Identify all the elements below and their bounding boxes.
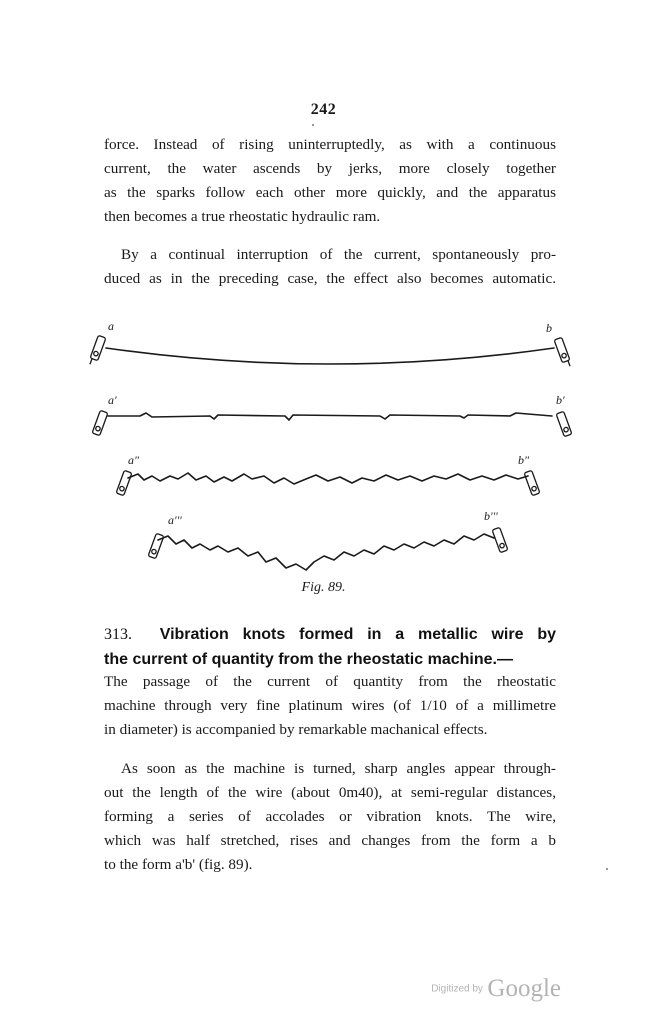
- section-number: 313.: [104, 626, 132, 643]
- text-line: The passage of the current of quantity from the rheostatic: [104, 673, 556, 690]
- label-b3: b''': [484, 509, 498, 523]
- section-title-line2: the current of quantity from the rheostatic machine.—: [104, 651, 513, 668]
- paragraph-interruption: [104, 243, 556, 291]
- page-number: 242: [310, 101, 337, 118]
- speck: [312, 124, 314, 126]
- text-line: force. Instead of rising uninterruptedly, as with a continuous: [104, 136, 556, 153]
- paragraph-hydraulic-ram: [104, 133, 556, 229]
- text-line: machine through very fine platinum wires (of 1/10 of a millimetre: [104, 697, 556, 714]
- label-b: b: [546, 321, 552, 335]
- text-line: forming a series of accolades or vibration knots. The wire,: [104, 808, 556, 825]
- figure-89-wires: [80, 318, 580, 578]
- digitized-by-label: Digitized by: [431, 983, 483, 995]
- speck: [606, 868, 608, 870]
- text-line: duced as in the preceding case, the effect also becomes automatic.: [104, 270, 556, 287]
- clamp-a1: [92, 410, 108, 435]
- label-a1: a': [108, 393, 117, 407]
- text-line: to the form a'b' (fig. 89).: [104, 856, 253, 873]
- wire-a3b3: [158, 534, 494, 570]
- clamp-b3: [492, 527, 508, 552]
- text-line: then becomes a true rheostatic hydraulic ram.: [104, 208, 381, 225]
- text-line: out the length of the wire (about 0m40), at semi-regular distances,: [104, 784, 556, 801]
- label-b1: b': [556, 393, 565, 407]
- label-a: a: [108, 319, 114, 333]
- wire-a2b2: [128, 473, 528, 484]
- paragraph-platinum-wires: [104, 670, 556, 742]
- text-line: in diameter) is accompanied by remarkable machanical effects.: [104, 721, 488, 738]
- clamp-a: [88, 335, 106, 366]
- digitized-by-google-watermark: [431, 975, 561, 1003]
- clamp-b2: [524, 470, 540, 495]
- paragraph-vibration-knots: [104, 757, 556, 877]
- clamp-a3: [148, 533, 164, 558]
- google-logo: Google: [487, 975, 561, 1002]
- text-line: By a continual interruption of the current, spontaneously pro-: [121, 246, 556, 263]
- text-line: as the sparks follow each other more quickly, and the apparatus: [104, 184, 556, 201]
- figure-caption: Fig. 89.: [301, 580, 346, 595]
- text-line: which was half stretched, rises and changes from the form a b: [104, 832, 556, 849]
- label-b2: b": [518, 453, 530, 467]
- wire-a1b1: [108, 413, 552, 420]
- label-a2: a": [128, 453, 140, 467]
- clamp-a2: [116, 470, 132, 495]
- clamp-b: [554, 337, 572, 368]
- clamp-b1: [556, 411, 572, 436]
- text-line: current, the water ascends by jerks, more closely together: [104, 160, 556, 177]
- section-heading: [104, 622, 556, 672]
- wire-ab: [106, 348, 554, 364]
- section-title-line1: Vibration knots formed in a metallic wire by: [159, 626, 556, 643]
- label-a3: a''': [168, 513, 182, 527]
- text-line: As soon as the machine is turned, sharp angles appear through-: [121, 760, 556, 777]
